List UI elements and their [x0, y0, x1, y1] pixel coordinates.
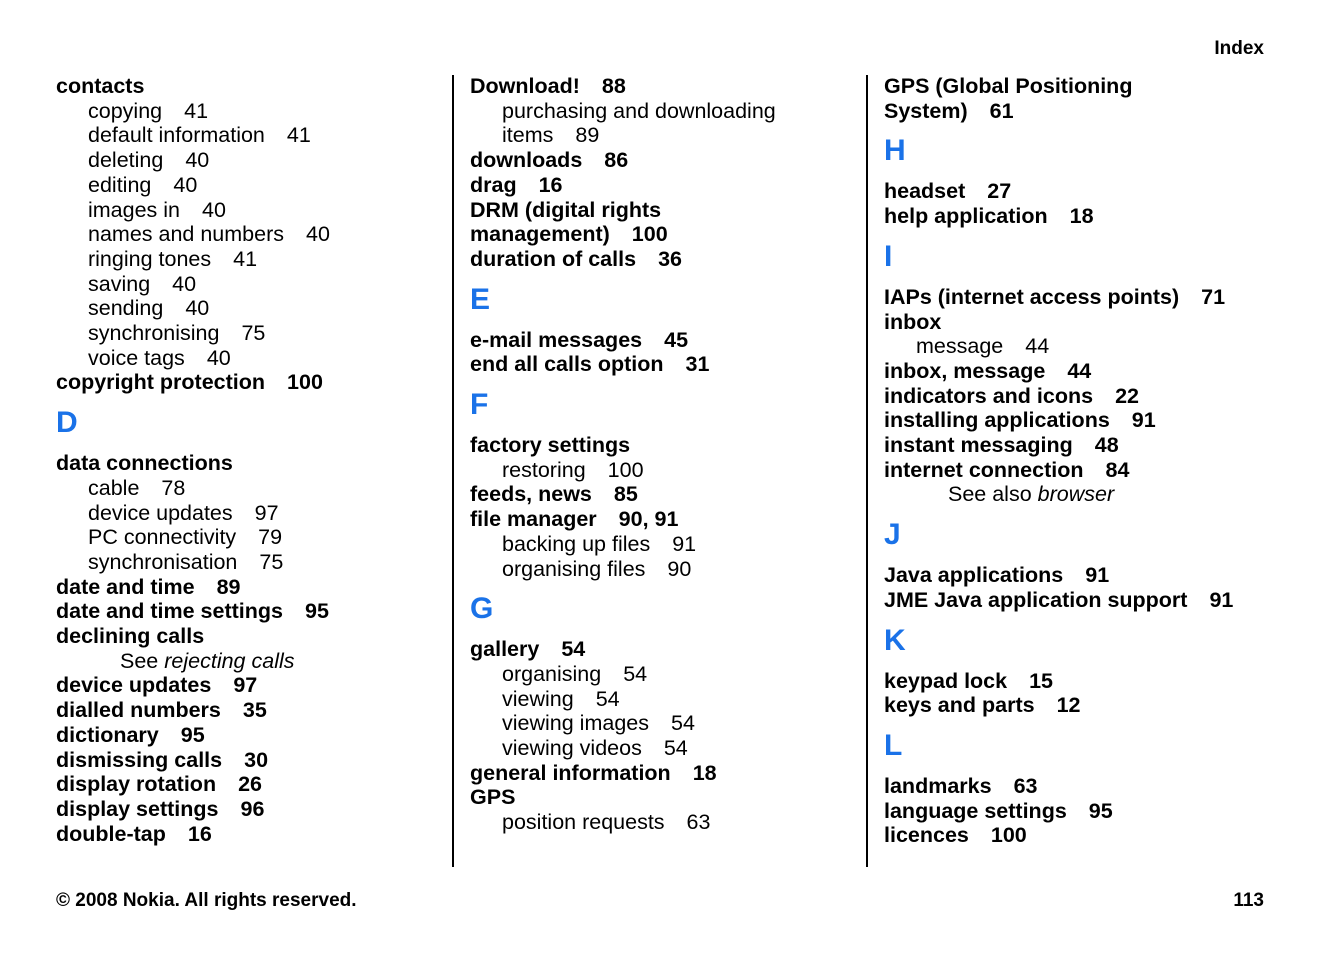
page-reference: 75	[241, 321, 266, 346]
page-reference: 61	[989, 98, 1014, 123]
index-entry	[884, 693, 1304, 718]
page-reference: 15	[1029, 668, 1054, 693]
index-subentry	[470, 687, 870, 712]
index-letter-heading: F	[470, 388, 489, 422]
entry-term: deleting	[88, 148, 164, 173]
index-subentry	[56, 525, 456, 550]
index-entry	[56, 74, 456, 99]
page-reference: 18	[1069, 204, 1094, 229]
entry-term: inbox, message	[884, 358, 1046, 383]
page-reference: 90	[667, 556, 692, 581]
index-see-reference	[884, 482, 1304, 507]
entry-term: copying	[88, 98, 163, 123]
page-reference: 40	[202, 197, 226, 222]
page-reference: 86	[604, 148, 629, 173]
page-reference: 12	[1056, 693, 1081, 718]
page-reference: 26	[238, 772, 262, 797]
page-reference: 91	[1209, 587, 1234, 612]
index-entry	[470, 74, 870, 99]
page-reference: 63	[686, 810, 711, 835]
index-entry	[470, 637, 870, 662]
index-subentry	[56, 501, 456, 526]
entry-term: restoring	[502, 457, 586, 482]
page-reference: 44	[1067, 358, 1092, 383]
index-entry	[884, 458, 1304, 483]
index-entry	[884, 588, 1304, 613]
page-reference: 41	[286, 123, 311, 148]
entry-term: dialled numbers	[56, 698, 221, 723]
page-reference: 100	[287, 370, 323, 395]
index-letter-heading: D	[56, 406, 78, 440]
page-reference: 54	[595, 686, 620, 711]
index-subentry	[56, 296, 456, 321]
page-reference: 91	[1131, 408, 1156, 433]
page-reference: 41	[233, 246, 258, 271]
page-reference: 18	[692, 760, 717, 785]
entry-term: DRM (digital rights management)	[470, 197, 662, 247]
index-subentry	[884, 334, 1304, 359]
index-entry	[56, 748, 456, 773]
page-reference: 45	[664, 327, 689, 352]
entry-term: landmarks	[884, 773, 992, 798]
index-column-1	[56, 74, 456, 846]
entry-term: contacts	[56, 74, 145, 98]
index-subentry	[470, 662, 870, 687]
page-reference: 22	[1115, 383, 1139, 408]
column-divider	[866, 75, 868, 867]
entry-term: language settings	[884, 798, 1067, 823]
entry-term: GPS	[470, 785, 516, 810]
entry-term: keys and parts	[884, 693, 1035, 718]
page-reference: 48	[1094, 433, 1119, 458]
entry-term: viewing videos	[502, 736, 642, 761]
entry-term: headset	[884, 179, 966, 204]
index-subentry	[56, 123, 456, 148]
copyright-notice: © 2008 Nokia. All rights reserved.	[56, 890, 357, 911]
entry-term: saving	[88, 271, 151, 296]
index-entry	[56, 673, 456, 698]
index-subentry	[470, 736, 870, 761]
index-entry	[884, 408, 1304, 433]
page-reference: 89	[216, 574, 241, 599]
page-reference: 40	[173, 172, 198, 197]
entry-term: organising files	[502, 556, 646, 581]
index-see-reference	[56, 649, 456, 674]
column-divider	[452, 75, 454, 867]
entry-term: device updates	[56, 673, 212, 698]
index-subentry	[470, 458, 870, 483]
index-letter-heading: L	[884, 728, 903, 762]
index-subentry	[56, 148, 456, 173]
index-entry	[56, 772, 456, 797]
index-entry	[884, 179, 1304, 204]
entry-term: device updates	[88, 500, 233, 525]
entry-term: images in	[88, 197, 181, 222]
entry-term: purchasing and downloading items	[502, 98, 776, 148]
entry-term: data connections	[56, 451, 233, 476]
page-reference: 96	[240, 796, 265, 821]
index-subentry	[470, 810, 870, 835]
entry-term: date and time	[56, 574, 195, 599]
entry-term: display settings	[56, 796, 219, 821]
entry-term: See	[120, 648, 159, 673]
index-entry	[56, 624, 456, 649]
index-entry	[884, 563, 1304, 588]
page-reference: 54	[623, 661, 648, 686]
page-reference: 44	[1025, 334, 1050, 359]
page-reference: 89	[575, 123, 600, 148]
index-entry	[56, 451, 456, 476]
index-subentry	[56, 272, 456, 297]
entry-term: factory settings	[470, 433, 631, 458]
entry-term: viewing images	[502, 711, 649, 736]
entry-term: cable	[88, 475, 140, 500]
page-reference: 85	[613, 482, 638, 507]
page-reference: 36	[658, 246, 682, 271]
entry-term: end all calls option	[470, 352, 664, 377]
index-subentry	[470, 532, 870, 557]
entry-term: copyright protection	[56, 370, 266, 395]
entry-term: organising	[502, 661, 602, 686]
entry-term: instant messaging	[884, 433, 1073, 458]
entry-term: ringing tones	[88, 246, 212, 271]
page-reference: 16	[187, 821, 212, 846]
page-reference: 91	[672, 531, 697, 556]
entry-term: message	[916, 334, 1004, 359]
index-subentry	[56, 222, 456, 247]
entry-term: gallery	[470, 637, 540, 662]
entry-term: position requests	[502, 810, 665, 835]
index-column-2	[470, 74, 870, 835]
entry-term: keypad lock	[884, 668, 1008, 693]
entry-term: synchronisation	[88, 549, 238, 574]
index-entry	[884, 74, 1304, 123]
index-entry	[470, 198, 870, 247]
index-entry	[884, 384, 1304, 409]
entry-term: e-mail messages	[470, 327, 643, 352]
index-subentry	[56, 550, 456, 575]
index-entry	[470, 148, 870, 173]
index-entry	[884, 823, 1304, 848]
page-reference: 54	[670, 711, 695, 736]
index-entry	[884, 774, 1304, 799]
index-letter-heading: K	[884, 623, 906, 657]
page-reference: 27	[987, 179, 1012, 204]
entry-term: dictionary	[56, 722, 159, 747]
entry-term: default information	[88, 123, 265, 148]
index-subentry	[470, 711, 870, 736]
page-reference: 54	[663, 736, 688, 761]
section-title: Index	[1214, 38, 1264, 59]
index-subentry	[56, 198, 456, 223]
index-entry	[470, 247, 870, 272]
index-entry	[884, 204, 1304, 229]
index-entry	[470, 173, 870, 198]
index-subentry	[56, 476, 456, 501]
index-subentry	[470, 557, 870, 582]
entry-term: installing applications	[884, 408, 1110, 433]
page-reference: 71	[1201, 284, 1226, 309]
index-entry	[470, 761, 870, 786]
entry-term: inbox	[884, 309, 942, 334]
index-entry	[470, 507, 870, 532]
index-entry	[470, 785, 870, 810]
index-letter-heading: G	[470, 592, 494, 626]
page-reference: 78	[161, 475, 186, 500]
index-entry	[470, 482, 870, 507]
entry-term: display rotation	[56, 772, 217, 797]
index-entry	[470, 433, 870, 458]
entry-term: IAPs (internet access points)	[884, 284, 1180, 309]
page-reference: 35	[242, 698, 267, 723]
page-reference: 79	[258, 525, 283, 550]
see-target: rejecting calls	[164, 648, 295, 673]
page-reference: 84	[1105, 457, 1130, 482]
page-reference: 40	[185, 148, 210, 173]
index-subentry	[56, 173, 456, 198]
index-entry	[56, 370, 456, 395]
index-letter-heading: E	[470, 282, 491, 316]
index-letter-heading: J	[884, 518, 901, 552]
page-reference: 30	[244, 747, 269, 772]
index-entry	[56, 698, 456, 723]
entry-term: PC connectivity	[88, 525, 237, 550]
index-entry	[470, 352, 870, 377]
page-reference: 40	[185, 296, 210, 321]
page-reference: 95	[180, 722, 205, 747]
index-column-3	[884, 74, 1304, 848]
entry-term: indicators and icons	[884, 383, 1094, 408]
page-reference: 40	[306, 222, 330, 247]
page-reference: 95	[305, 599, 329, 624]
page-reference: 75	[259, 549, 284, 574]
index-entry	[56, 822, 456, 847]
page-number: 113	[1233, 890, 1264, 911]
entry-term: licences	[884, 823, 969, 848]
page-reference: 88	[601, 74, 626, 98]
page-reference: 91	[1085, 563, 1110, 588]
index-entry	[884, 310, 1304, 335]
entry-term: Java applications	[884, 563, 1064, 588]
entry-term: Download!	[470, 74, 580, 98]
entry-term: voice tags	[88, 345, 185, 370]
entry-term: GPS (Global Positioning System)	[884, 74, 1133, 123]
index-entry	[884, 285, 1304, 310]
entry-term: general information	[470, 760, 671, 785]
index-subentry	[56, 321, 456, 346]
page-reference: 31	[685, 352, 710, 377]
index-letter-heading: H	[884, 134, 906, 168]
entry-term: help application	[884, 204, 1048, 229]
index-subentry	[56, 346, 456, 371]
page-reference: 40	[172, 271, 197, 296]
index-entry	[884, 669, 1304, 694]
page-reference: 100	[631, 222, 668, 247]
entry-term: internet connection	[884, 457, 1084, 482]
page-reference: 54	[561, 637, 586, 662]
see-target: browser	[1037, 482, 1115, 507]
index-entry	[884, 799, 1304, 824]
page-reference: 97	[233, 673, 258, 698]
page-reference: 100	[990, 823, 1027, 848]
index-subentry	[56, 99, 456, 124]
entry-term: file manager	[470, 507, 597, 532]
entry-term: duration of calls	[470, 246, 637, 271]
page-reference: 97	[254, 500, 279, 525]
entry-term: viewing	[502, 686, 574, 711]
page-reference: 40	[206, 345, 231, 370]
index-entry	[470, 328, 870, 353]
index-entry	[884, 433, 1304, 458]
entry-term: See also	[948, 482, 1032, 507]
entry-term: declining calls	[56, 624, 205, 649]
page-reference: 41	[184, 98, 209, 123]
index-subentry	[56, 247, 456, 272]
index-entry	[56, 599, 456, 624]
entry-term: synchronising	[88, 321, 220, 346]
index-subentry	[470, 99, 870, 148]
page-reference: 95	[1088, 798, 1113, 823]
index-entry	[56, 575, 456, 600]
page-reference: 90, 91	[618, 507, 679, 532]
entry-term: backing up files	[502, 531, 651, 556]
page-reference: 16	[538, 172, 563, 197]
entry-term: double-tap	[56, 821, 166, 846]
entry-term: dismissing calls	[56, 747, 223, 772]
page-reference: 100	[607, 457, 644, 482]
entry-term: names and numbers	[88, 222, 284, 247]
index-entry	[884, 359, 1304, 384]
entry-term: drag	[470, 172, 517, 197]
entry-term: date and time settings	[56, 599, 283, 624]
entry-term: JME Java application support	[884, 587, 1188, 612]
index-entry	[56, 797, 456, 822]
entry-term: downloads	[470, 148, 583, 173]
page-reference: 63	[1013, 773, 1038, 798]
entry-term: feeds, news	[470, 482, 592, 507]
entry-term: editing	[88, 172, 152, 197]
index-entry	[56, 723, 456, 748]
index-letter-heading: I	[884, 239, 893, 273]
entry-term: sending	[88, 296, 164, 321]
